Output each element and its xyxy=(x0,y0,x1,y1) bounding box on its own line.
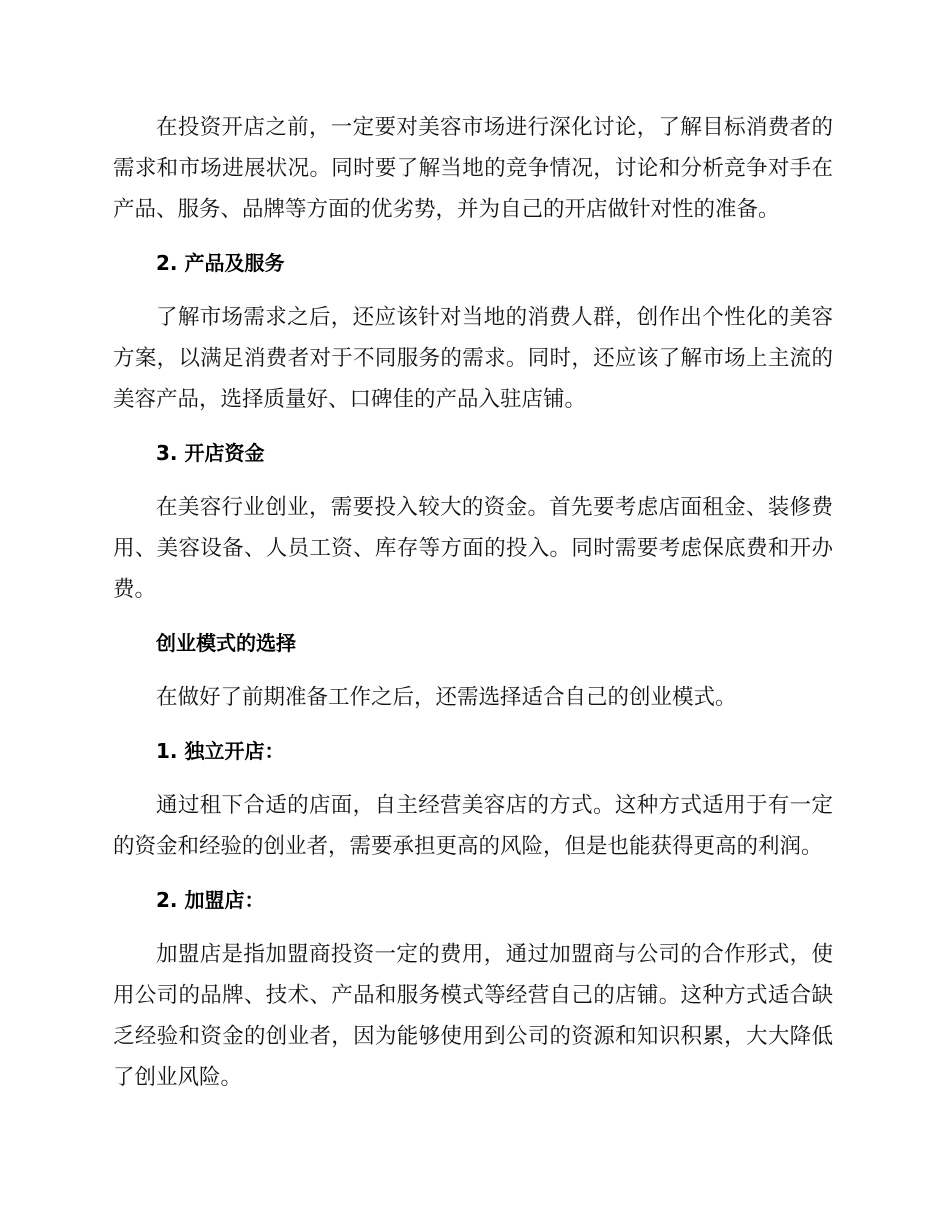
heading-independent-store: 1. 独立开店： xyxy=(156,739,285,763)
paragraph-business-model-intro: 在做好了前期准备工作之后，还需选择适合自己的创业模式。 xyxy=(156,685,737,710)
paragraph-franchise-store: 加盟店是指加盟商投资一定的费用，通过加盟商与公司的合作形式，使用公司的品牌、技术、产品和服务模式等经营自己的店铺。这种方式适合缺乏经验和资金的创业者，因为能够使用到公司的资源和知识积累，大大降低了创业风险。 xyxy=(113,942,833,1090)
document-body xyxy=(113,107,833,1098)
heading-products-services: 2. 产品及服务 xyxy=(156,251,285,275)
heading-franchise-store: 2. 加盟店： xyxy=(156,888,265,912)
paragraph-market-research: 在投资开店之前，一定要对美容市场进行深化讨论，了解目标消费者的需求和市场进展状况。同时要了解当地的竞争情况，讨论和分析竞争对手在产品、服务、品牌等方面的优劣势，并为自己的开店做针对性的准备。 xyxy=(113,115,833,222)
paragraph-independent-store: 通过租下合适的店面，自主经营美容店的方式。这种方式适用于有一定的资金和经验的创业者，需要承担更高的风险，但是也能获得更高的利润。 xyxy=(113,793,833,859)
heading-business-model-choice: 创业模式的选择 xyxy=(156,631,296,655)
paragraph-products-services: 了解市场需求之后，还应该针对当地的消费人群，创作出个性化的美容方案，以满足消费者对于不同服务的需求。同时，还应该了解市场上主流的美容产品，选择质量好、口碑佳的产品入驻店铺。 xyxy=(113,305,833,412)
heading-startup-funds: 3. 开店资金 xyxy=(156,441,265,465)
paragraph-startup-funds: 在美容行业创业，需要投入较大的资金。首先要考虑店面租金、装修费用、美容设备、人员工资、库存等方面的投入。同时需要考虑保底费和开办费。 xyxy=(113,495,833,602)
